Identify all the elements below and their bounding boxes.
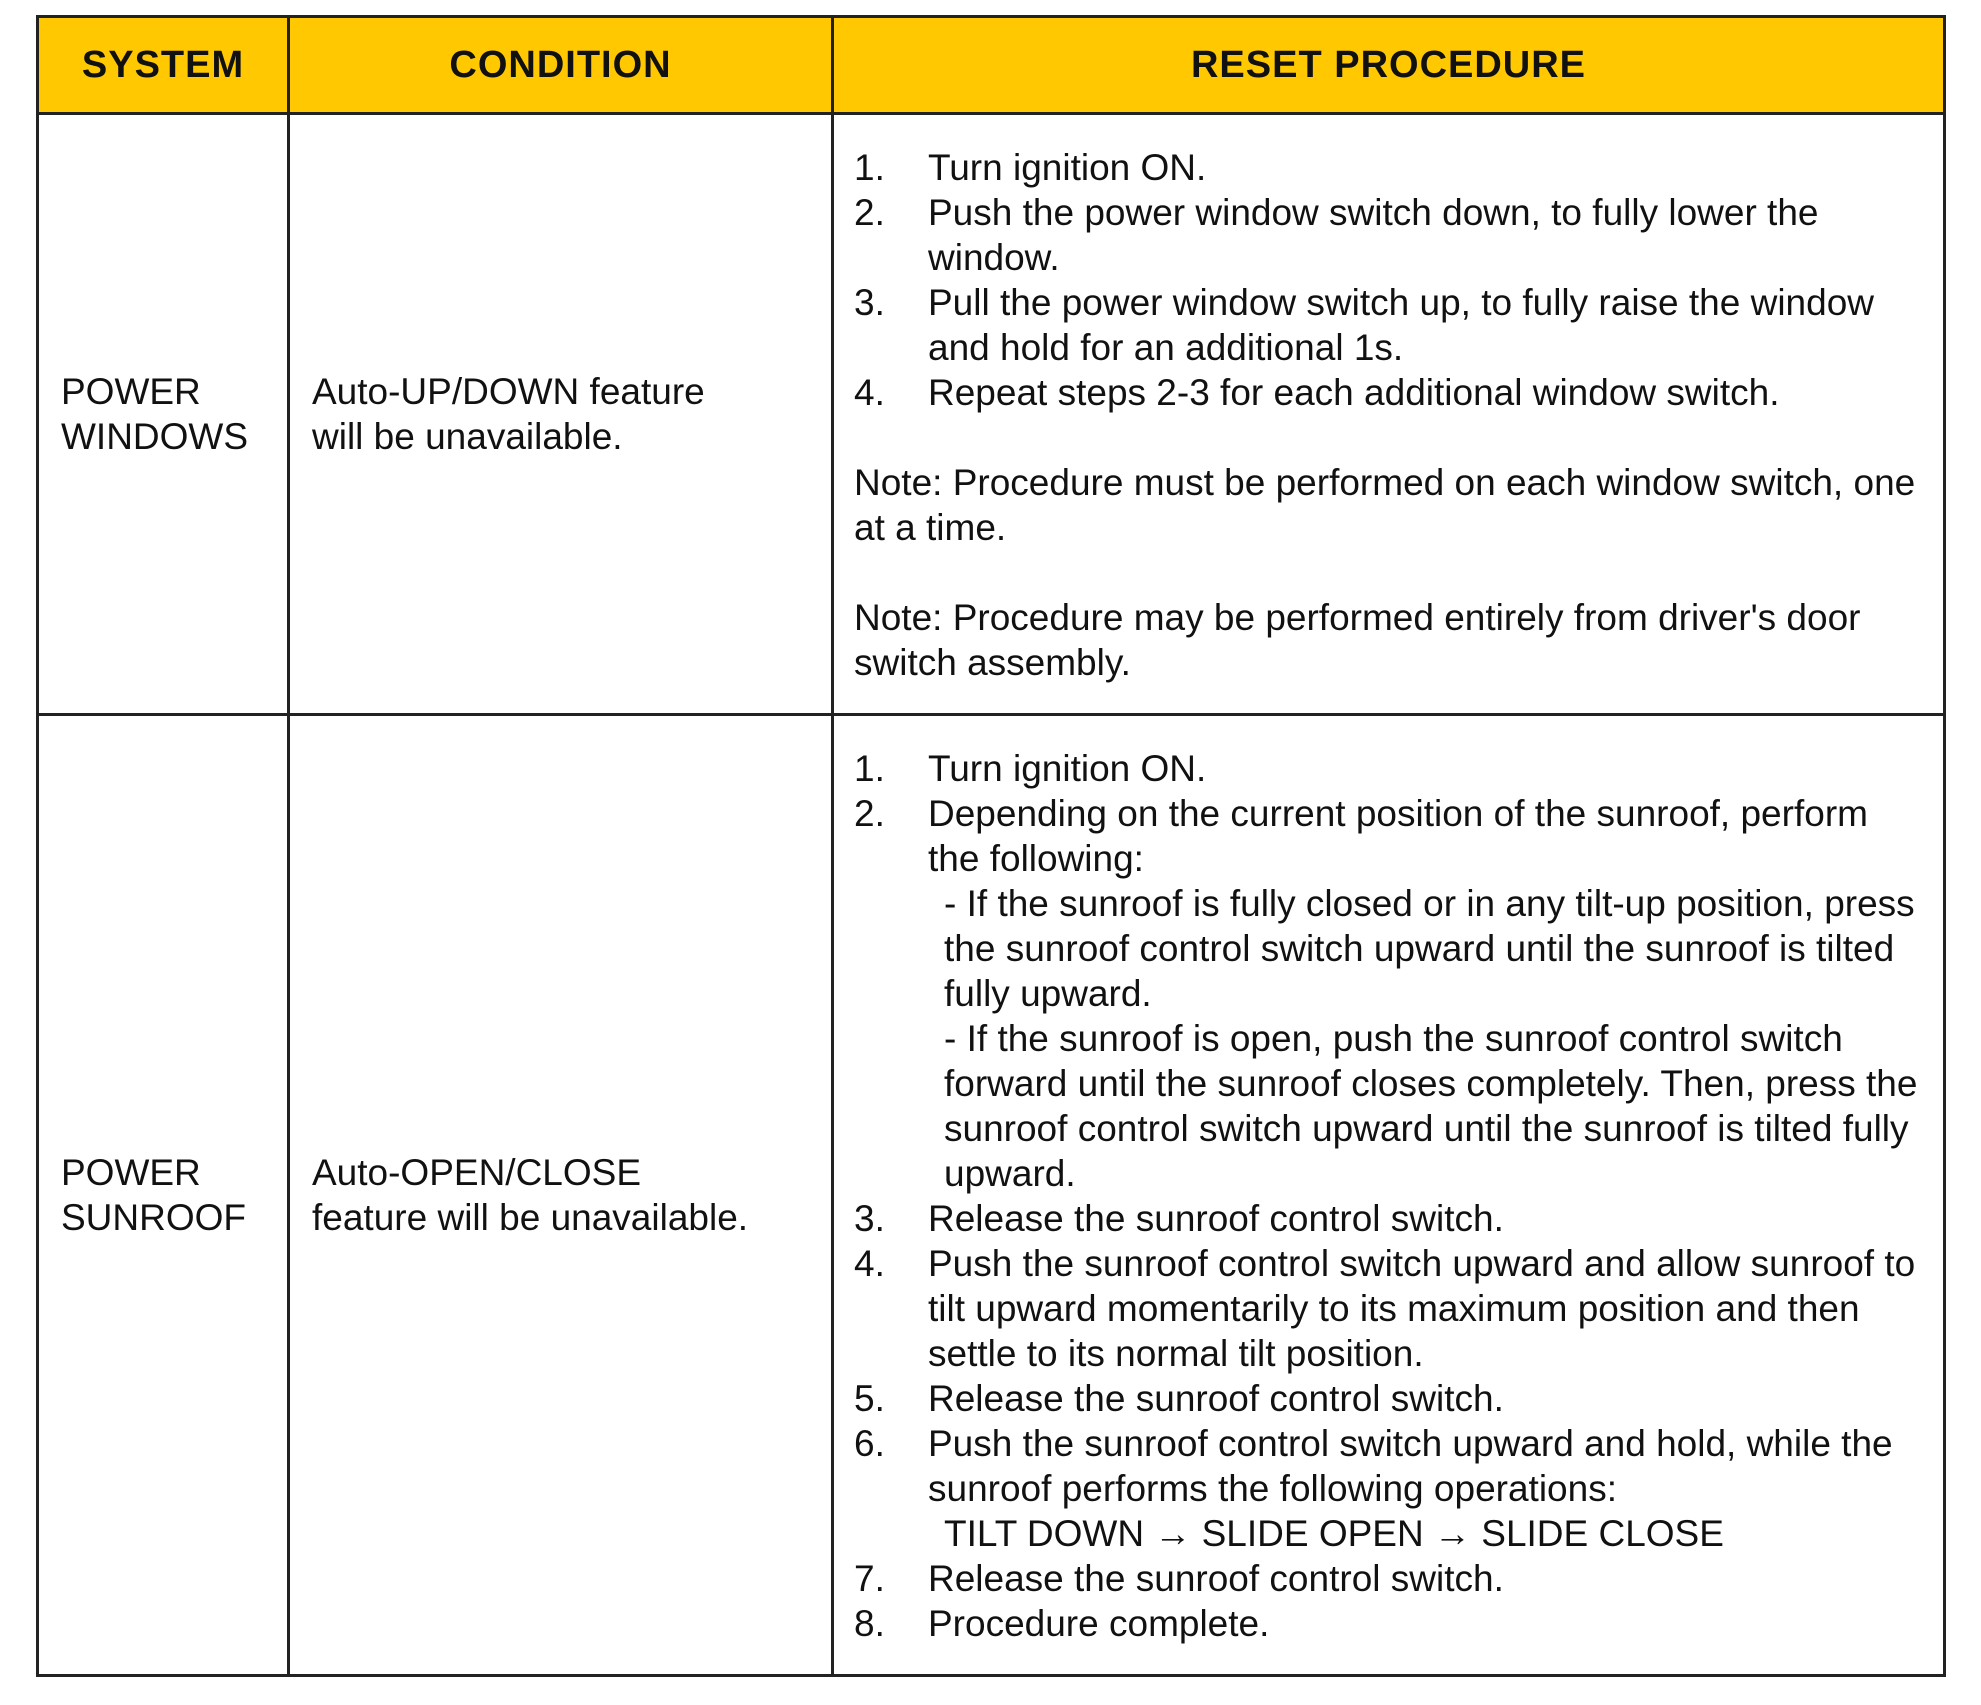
table-row-power-sunroof: [38, 715, 1945, 1676]
step-text: Push the sunroof control switch upward and allow sunroof to tilt upward momentarily to its maximum position and then settle to its normal tilt position.: [928, 1243, 1916, 1374]
step-number: 5.: [854, 1378, 885, 1419]
step-number: 6.: [854, 1423, 885, 1464]
step-body: [928, 791, 1925, 1196]
procedure-step: [854, 1556, 1925, 1601]
step-sub-instruction: - If the sunroof is fully closed or in any tilt-up position, press the sunroof control switch upward until the sunroof is tilted fully upward.: [944, 883, 1915, 1014]
step-text: Push the power window switch down, to fully lower the window.: [928, 192, 1819, 278]
header-system: SYSTEM: [38, 17, 289, 114]
operation-sequence: TILT DOWN → SLIDE OPEN → SLIDE CLOSE: [944, 1513, 1724, 1554]
step-text: Push the sunroof control switch upward and hold, while the sunroof performs the following operations:: [928, 1423, 1893, 1509]
condition-cell: [289, 715, 833, 1676]
header-reset-procedure: RESET PROCEDURE: [833, 17, 1945, 114]
step-number: 8.: [854, 1603, 885, 1644]
procedure-steps: [854, 746, 1925, 1646]
table-row-power-windows: [38, 114, 1945, 715]
procedure-note: Note: Procedure must be performed on each window switch, one at a time.: [854, 462, 1916, 548]
procedure-step: [854, 1376, 1925, 1421]
condition-text-line: feature will be unavailable.: [312, 1197, 749, 1238]
condition-cell: [289, 114, 833, 715]
system-label-line: WINDOWS: [61, 416, 249, 457]
step-text: Turn ignition ON.: [928, 748, 1207, 789]
procedure-cell: [833, 114, 1945, 715]
system-label-line: POWER: [61, 371, 201, 412]
header-row: [38, 17, 1945, 114]
procedure-step: [854, 280, 1925, 370]
procedure-step: [854, 746, 1925, 791]
step-number: 1.: [854, 147, 885, 188]
step-number: 3.: [854, 1198, 885, 1239]
step-number: 4.: [854, 372, 885, 413]
system-label-line: POWER: [61, 1152, 201, 1193]
step-body: [928, 1421, 1925, 1556]
system-cell: [38, 715, 289, 1676]
procedure-step: [854, 1421, 1925, 1556]
condition-text-line: will be unavailable.: [312, 416, 623, 457]
procedure-step: [854, 190, 1925, 280]
procedure-note: Note: Procedure may be performed entirely from driver's door switch assembly.: [854, 597, 1861, 683]
step-text: Release the sunroof control switch.: [928, 1378, 1504, 1419]
step-number: 2.: [854, 793, 885, 834]
step-number: 4.: [854, 1243, 885, 1284]
step-text: Turn ignition ON.: [928, 147, 1207, 188]
step-number: 2.: [854, 192, 885, 233]
header-condition: CONDITION: [289, 17, 833, 114]
procedure-step: [854, 370, 1925, 415]
step-text: Release the sunroof control switch.: [928, 1558, 1504, 1599]
step-text: Pull the power window switch up, to fully raise the window and hold for an additional 1s.: [928, 282, 1875, 368]
step-number: 3.: [854, 282, 885, 323]
system-cell: [38, 114, 289, 715]
condition-text-line: Auto-UP/DOWN feature: [312, 371, 705, 412]
procedure-steps: [854, 145, 1925, 415]
procedure-step: [854, 145, 1925, 190]
step-text: Depending on the current position of the sunroof, perform the following:: [928, 793, 1868, 879]
step-text: Procedure complete.: [928, 1603, 1270, 1644]
procedure-cell: [833, 715, 1945, 1676]
procedure-step: [854, 1241, 1925, 1376]
step-sub-instruction: - If the sunroof is open, push the sunroof control switch forward until the sunroof closes completely. Then, press the sunroof control switch upward until the sunroof is tilted fully upward.: [944, 1018, 1918, 1194]
step-text: Repeat steps 2-3 for each additional window switch.: [928, 372, 1780, 413]
reset-procedure-table: [36, 15, 1946, 1677]
procedure-step: [854, 791, 1925, 1196]
procedure-step: [854, 1196, 1925, 1241]
step-text: Release the sunroof control switch.: [928, 1198, 1504, 1239]
step-number: 7.: [854, 1558, 885, 1599]
step-number: 1.: [854, 748, 885, 789]
condition-text-line: Auto-OPEN/CLOSE: [312, 1152, 642, 1193]
system-label-line: SUNROOF: [61, 1197, 246, 1238]
procedure-step: [854, 1601, 1925, 1646]
